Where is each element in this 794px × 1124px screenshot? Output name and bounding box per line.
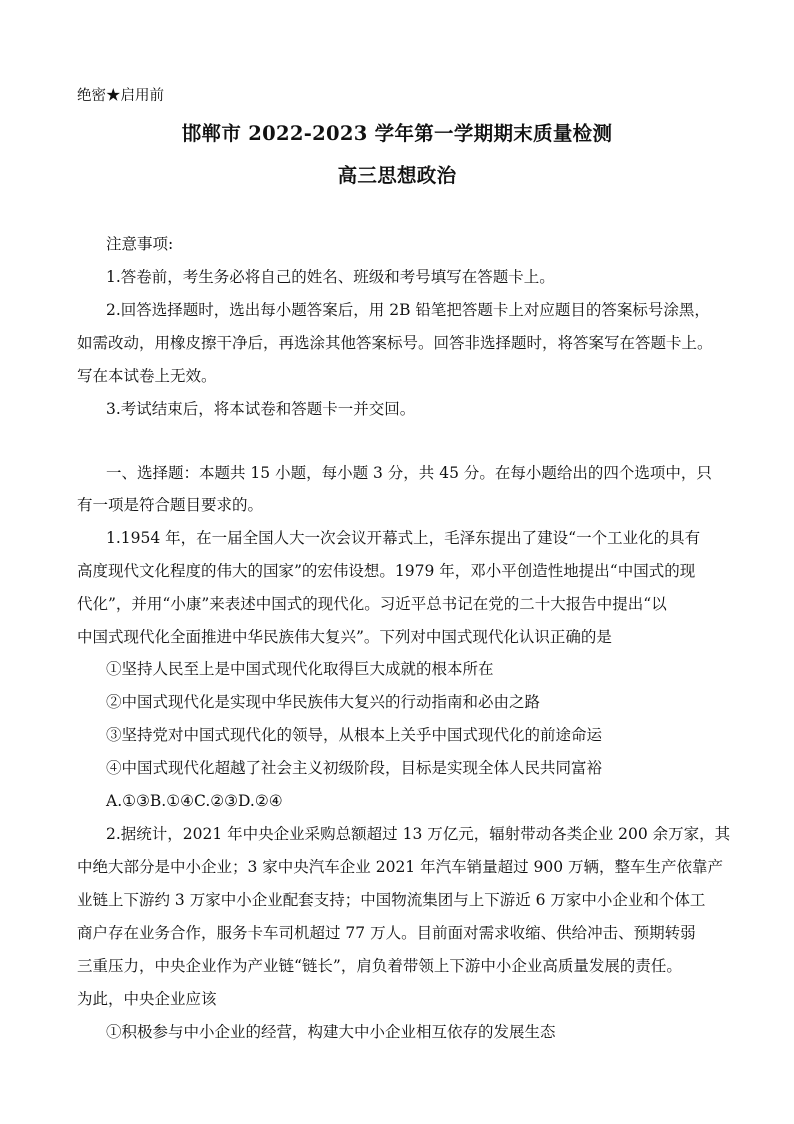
question-1-choices: A.①③B.①④C.②③D.②④	[106, 792, 283, 810]
question-1-line-3: 代化”，并用“小康”来表述中国式的现代化。习近平总书记在党的二十大报告中提出“以	[77, 595, 667, 613]
notice-heading: 注意事项:	[106, 235, 174, 253]
question-1-line-4: 中国式现代化全面推进中华民族伟大复兴”。下列对中国式现代化认识正确的是	[77, 628, 612, 646]
question-2-line-4: 商户存在业务合作，服务卡车司机超过 77 万人。目前面对需求收缩、供给冲击、预期转弱	[77, 924, 696, 942]
question-1-option-4: ④中国式现代化超越了社会主义初级阶段，目标是实现全体人民共同富裕	[106, 759, 603, 777]
question-2-line-5: 三重压力，中央企业作为产业链“链长”，肩负着带领上下游中小企业高质量发展的责任。	[77, 957, 682, 975]
question-2-line-2: 中绝大部分是中小企业；3 家中央汽车企业 2021 年汽车销量超过 900 万辆，整车生产依靠产	[77, 858, 724, 876]
question-2-option-1: ①积极参与中小企业的经营，构建大中小企业相互依存的发展生态	[106, 1023, 556, 1041]
question-2-line-1: 2.据统计，2021 年中央企业采购总额超过 13 万亿元，辐射带动各类企业 200 余万家，其	[106, 825, 731, 843]
notice-item-3: 3.考试结束后，将本试卷和答题卡一并交回。	[106, 400, 416, 418]
question-1-option-3: ③坚持党对中国式现代化的领导，从根本上关乎中国式现代化的前途命运	[106, 726, 603, 744]
notice-item-1: 1.答卷前，考生务必将自己的姓名、班级和考号填写在答题卡上。	[106, 268, 555, 286]
question-1-option-2: ②中国式现代化是实现中华民族伟大复兴的行动指南和必由之路	[106, 693, 541, 711]
question-2-line-6: 为此，中央企业应该	[77, 990, 217, 1008]
question-2-line-3: 业链上下游约 3 万家中小企业配套支持；中国物流集团与上下游近 6 万家中小企业和个体工	[77, 891, 706, 909]
notice-item-2-line-3: 写在本试卷上无效。	[77, 367, 217, 385]
section-intro-line-1: 一、选择题：本题共 15 小题，每小题 3 分，共 45 分。在每小题给出的四个选项中，只	[106, 464, 712, 482]
exam-subject: 高三思想政治	[337, 164, 457, 187]
exam-title: 邯郸市 2022-2023 学年第一学期期末质量检测	[181, 122, 613, 145]
confidential-mark: 绝密★启用前	[77, 88, 164, 104]
notice-item-2-line-1: 2.回答选择题时，选出每小题答案后，用 2B 铅笔把答题卡上对应题目的答案标号涂黑，	[106, 301, 710, 319]
notice-item-2-line-2: 如需改动，用橡皮擦干净后，再选涂其他答案标号。回答非选择题时，将答案写在答题卡上。	[77, 334, 713, 352]
section-intro-line-2: 有一项是符合题目要求的。	[77, 496, 264, 514]
question-1-line-1: 1.1954 年，在一届全国人大一次会议开幕式上，毛泽东提出了建设“一个工业化的具有	[106, 529, 701, 547]
question-1-option-1: ①坚持人民至上是中国式现代化取得巨大成就的根本所在	[106, 660, 494, 678]
question-1-line-2: 高度现代文化程度的伟大的国家”的宏伟设想。1979 年，邓小平创造性地提出“中国式的现	[77, 562, 696, 580]
